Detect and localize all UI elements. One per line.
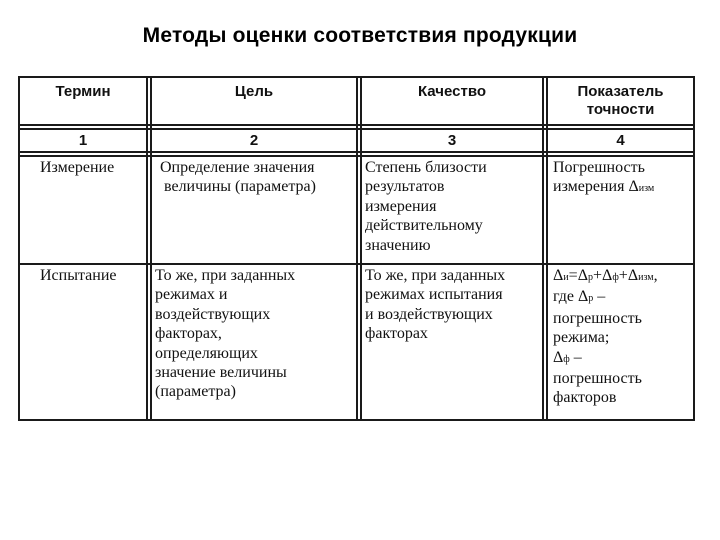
row2-goal: То же, при заданных режимах и воздействующих факторах, определяющих значение величины (параметра) [155,267,296,401]
row2-term: Испытание [40,267,117,284]
column-number-2: 2 [249,132,259,149]
row-divider [18,263,695,265]
table-border-bottom [18,419,695,421]
header-term: Термин [55,83,111,100]
page-title: Методы оценки соответствия продукции [142,24,578,47]
column-number-3: 3 [447,132,457,149]
row-divider [18,128,695,130]
row1-quality: Степень близости результатов измерения действительному значению [365,159,487,254]
row1-accuracy-subscript: изм [638,183,655,195]
row2-quality: То же, при заданных режимах испытания и воздействующих факторах [365,267,506,343]
column-number-4: 4 [616,132,625,149]
row1-goal: Определение значения величины (параметра) [160,159,316,196]
row-divider [18,124,695,126]
delta-f-line: Δф – [553,348,582,366]
row1-accuracy-text: Погрешность измерения Δ [553,159,645,196]
error-factors-text: погрешность факторов [553,370,642,407]
table-border-top [18,76,695,78]
row1-term: Измерение [40,159,115,176]
column-number-1: 1 [78,132,88,149]
error-formula: Δи=Δр+Δф+Δизм, [553,267,658,284]
where-line: где Δр – [553,288,606,306]
row-divider [18,151,695,153]
header-goal: Цель [234,83,274,100]
error-mode-text: погрешность режима; [553,309,642,347]
header-accuracy: Показатель точности [577,83,664,118]
header-quality: Качество [417,83,487,100]
row-divider [18,155,695,157]
methods-table [18,76,695,421]
row1-accuracy [553,158,654,199]
row2-accuracy [553,266,658,408]
